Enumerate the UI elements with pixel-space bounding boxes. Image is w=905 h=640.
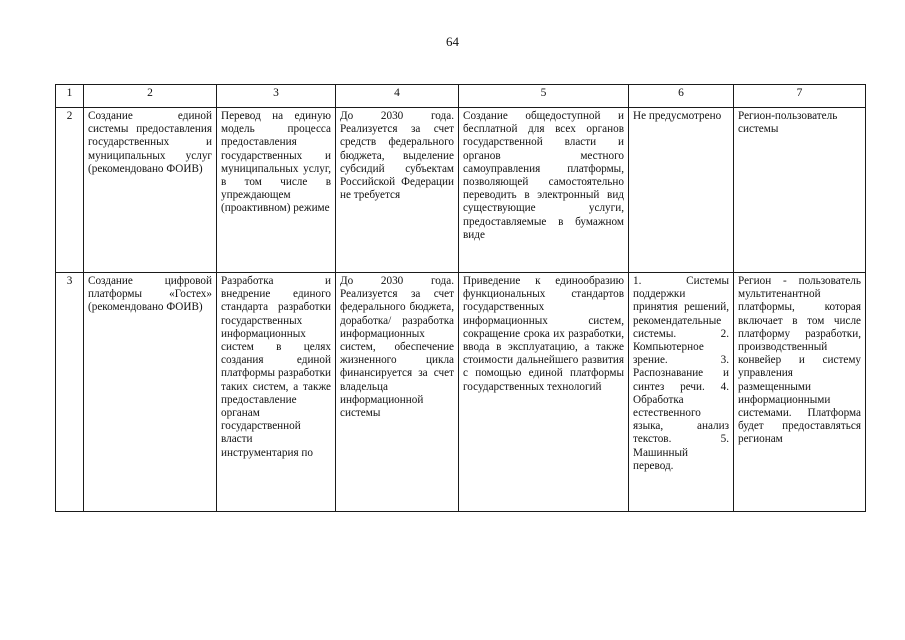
measure-ai-technologies	[629, 273, 734, 512]
page-number: 64	[446, 34, 459, 49]
header-col-6: 6	[629, 85, 734, 108]
measure-region-role	[734, 108, 866, 273]
measure-content	[217, 108, 336, 273]
measure-ai-technologies-text: 1. Системы поддержки принятия решений, рекомендательные системы. 2. Компьютерное зрение. 3. Распознавание и синтез речи. 4. Обработка естественного языка, анализ текстов. 5. Машинный перевод.	[633, 275, 729, 472]
measure-content	[217, 273, 336, 512]
measure-name-text: Создание цифровой платформы «Гостех» (рекомендовано ФОИВ)	[88, 275, 212, 314]
measure-name	[84, 273, 217, 512]
header-col-3: 3	[217, 85, 336, 108]
measure-result-text: Приведение к единообразию функциональных стандартов государственных информационных систем, сокращение срока их разработки, ввода в эксплуатацию, а также стоимости дальнейшего развития с помощью единой платформы государственных технологий	[463, 275, 624, 393]
row-number: 2	[56, 108, 84, 273]
header-col-2: 2	[84, 85, 217, 108]
header-col-7: 7	[734, 85, 866, 108]
measure-deadline-funding	[336, 108, 459, 273]
measure-result	[459, 108, 629, 273]
measure-name-text: Создание единой системы предоставления государственных и муниципальных услуг (рекомендовано ФОИВ)	[88, 110, 212, 175]
measures-table	[55, 84, 866, 512]
header-col-4: 4	[336, 85, 459, 108]
measure-name	[84, 108, 217, 273]
measure-ai-technologies	[629, 108, 734, 273]
row-number: 3	[56, 273, 84, 512]
measure-deadline-funding-text: До 2030 года. Реализуется за счет средств федерального бюджета, выделение субсидий субъектам Российской Федерации не требуется	[340, 110, 454, 202]
measure-content-text: Разработка и внедрение единого стандарта разработки государственных информационных систем в целях создания единой платформы разработки таких систем, а также предоставление органам государственной власти инструментария по	[221, 275, 331, 459]
header-col-1: 1	[56, 85, 84, 108]
measure-region-role	[734, 273, 866, 512]
measure-content-text: Перевод на единую модель процесса предоставления государственных и муниципальных услуг, в том числе в упреждающем (проактивном) режиме	[221, 110, 331, 215]
measure-region-role-text: Регион-пользователь системы	[738, 110, 838, 136]
table-header-row	[56, 85, 866, 108]
table-row	[56, 108, 866, 273]
measure-result-text: Создание общедоступной и бесплатной для всех органов государственной власти и органов местного самоуправления платформы, позволяющей самостоятельно переводить в электронный вид существующие услуги, предоставляемые в бумажном виде	[463, 110, 624, 241]
header-col-5: 5	[459, 85, 629, 108]
measure-ai-technologies-text: Не предусмотрено	[633, 110, 722, 122]
measure-result	[459, 273, 629, 512]
measure-region-role-text: Регион - пользователь мультитенантной платформы, которая включает в том числе платформу разработки, производственный конвейер и систему управления размещенными информационными системами. Платформа будет предоставляться регионам	[738, 275, 861, 446]
measure-deadline-funding-text: До 2030 года. Реализуется за счет федерального бюджета, доработка/ разработка информационных систем, обеспечение жизненного цикла финансируется за счет владельца информационной системы	[340, 275, 454, 420]
measure-deadline-funding	[336, 273, 459, 512]
table-row	[56, 273, 866, 512]
